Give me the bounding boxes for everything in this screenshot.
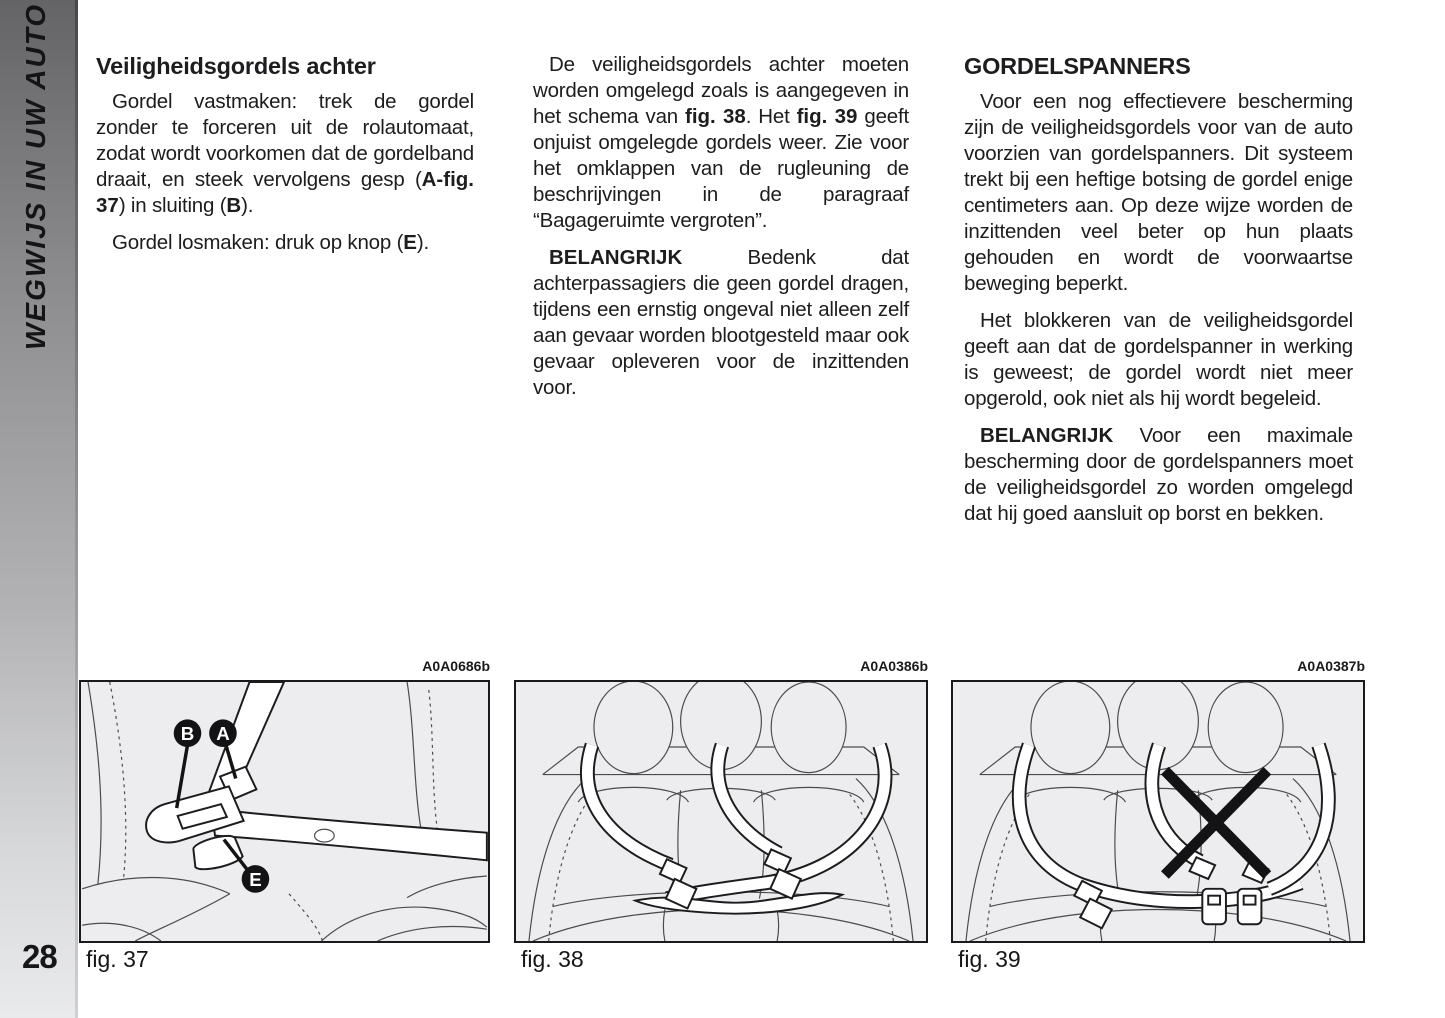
paragraph-important-passengers: BELANGRIJK Bedenk dat achterpassagiers die geen gordel dragen, tijdens een ernstig ongeval niet alleen zelf aan gevaar worden blootgesteld maar ook gevaar opleveren voor de inzittenden voor. bbox=[533, 246, 909, 399]
figure-37-illustration-seatbelt-buckle bbox=[81, 682, 488, 941]
paragraph-belt-routing: De veiligheidsgordels achter moeten worden omgelegd zoals is aangegeven in het schema van fig. 38. Het fig. 39 geeft onjuist omgelegde gordels weer. Zie voor het omklappen van de rugleuning de beschrijvingen in de paragraaf “Bagageruimte vergroten”. bbox=[533, 53, 909, 232]
column-belt-routing bbox=[533, 52, 909, 412]
svg-text:B: B bbox=[180, 723, 195, 745]
figure-39-frame bbox=[951, 680, 1365, 943]
figure-38-illustration-correct-belts bbox=[516, 682, 926, 941]
svg-text:E: E bbox=[249, 868, 262, 890]
paragraph-important-fit: BELANGRIJK Voor een maximale bescherming door de gordelspanners moet de veiligheidsgordel zo worden omgelegd dat hij goed aansluit op borst en bekken. bbox=[964, 424, 1353, 525]
paragraph-pretensioner-lock: Het blokkeren van de veiligheidsgordel geeft aan dat de gordelspanner in werking is geweest; de gordel wordt niet meer opgerold, ook niet als hij wordt begeleid. bbox=[964, 309, 1353, 410]
figure-37-frame bbox=[79, 680, 490, 943]
figure-37-caption: fig. 37 bbox=[86, 946, 149, 972]
figure-38-frame bbox=[514, 680, 928, 943]
figure-38-caption: fig. 38 bbox=[521, 946, 584, 972]
section-heading-rear-belts: Veiligheidsgordels achter bbox=[96, 53, 376, 79]
column-rear-seatbelts bbox=[96, 52, 474, 267]
paragraph-fasten-belt: Gordel vastmaken: trek de gordel zonder te forceren uit de rolautomaat, zodat wordt voorkomen dat de gordelband draait, en steek vervolgens gesp (A-fig. 37) in sluiting (B). bbox=[96, 90, 474, 217]
figure-37-code: A0A0686b bbox=[422, 658, 490, 674]
svg-text:A: A bbox=[216, 723, 230, 745]
prohibition-cross-icon bbox=[1165, 771, 1267, 875]
callout-A bbox=[209, 719, 237, 747]
section-heading-pretensioners: GORDELSPANNERS bbox=[964, 53, 1191, 79]
callout-B bbox=[174, 719, 202, 747]
column-pretensioners bbox=[964, 52, 1353, 538]
figure-39-code: A0A0387b bbox=[1297, 658, 1365, 674]
figure-39-caption: fig. 39 bbox=[958, 946, 1021, 972]
figure-38-code: A0A0386b bbox=[860, 658, 928, 674]
callout-E bbox=[242, 865, 270, 893]
chapter-title-vertical: WEGWIJS IN UW AUTO bbox=[20, 2, 51, 350]
page-number: 28 bbox=[22, 938, 57, 975]
paragraph-pretensioner-function: Voor een nog effectievere bescherming zijn de veiligheidsgordels voor van de auto voorzien van gordelspanners. Dit systeem trekt bij een heftige botsing de gordel enige centimeters aan. Op deze wijze worden de inzittenden veel beter op hun plaats gehouden en wordt de voorwaartse beweging beperkt. bbox=[964, 90, 1353, 295]
chapter-sidebar bbox=[0, 0, 78, 1018]
figure-39-illustration-incorrect-belts bbox=[953, 682, 1363, 941]
paragraph-release-belt: Gordel losmaken: druk op knop (E). bbox=[112, 231, 430, 254]
